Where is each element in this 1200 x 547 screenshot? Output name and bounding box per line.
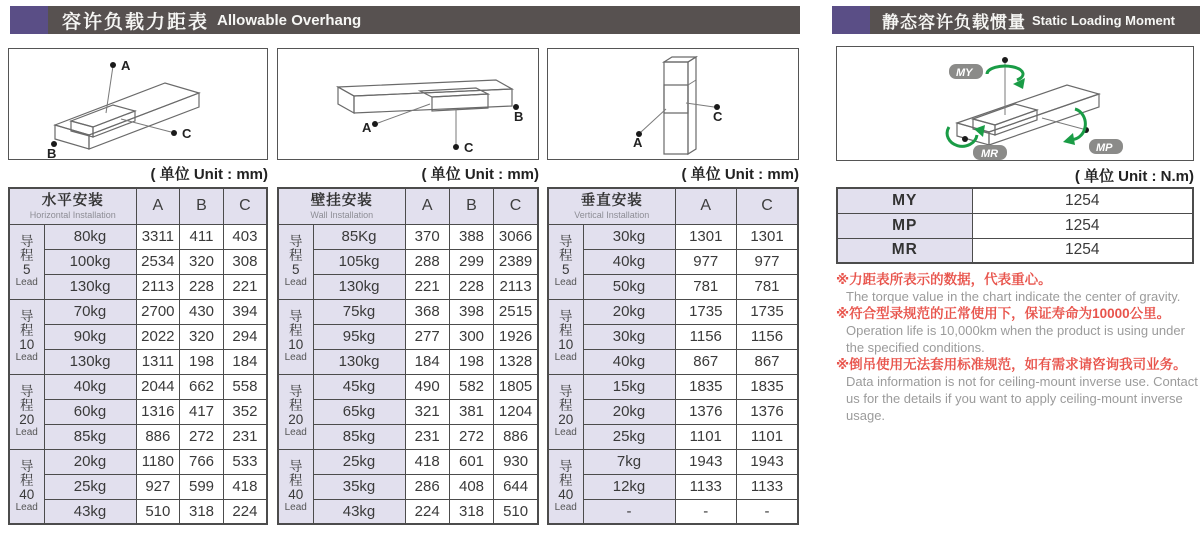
value-cell: 867 <box>675 349 736 374</box>
value-cell: 1376 <box>675 399 736 424</box>
column-header-c: C <box>737 188 799 224</box>
load-cell: 30kg <box>583 324 675 349</box>
column-header-a: A <box>675 188 736 224</box>
value-cell: 231 <box>405 424 449 449</box>
table-row <box>548 474 798 499</box>
table-row <box>548 424 798 449</box>
value-cell: 1835 <box>675 374 736 399</box>
load-cell: 30kg <box>583 224 675 249</box>
my-badge: MY <box>956 67 973 79</box>
value-cell: 2534 <box>136 249 180 274</box>
point-c-label: C <box>464 140 474 155</box>
table-row <box>9 374 267 399</box>
value-cell: 781 <box>737 274 799 299</box>
table-row <box>9 299 267 324</box>
table-row <box>9 274 267 299</box>
value-cell: 224 <box>405 499 449 524</box>
value-cell: 299 <box>449 249 493 274</box>
load-cell: 20kg <box>44 449 136 474</box>
value-cell: 781 <box>675 274 736 299</box>
table-row <box>548 274 798 299</box>
table-row <box>548 299 798 324</box>
load-cell: 45kg <box>313 374 405 399</box>
value-cell: 2044 <box>136 374 180 399</box>
value-cell: 867 <box>737 349 799 374</box>
rail-vertical-drawing <box>548 49 798 159</box>
value-cell: 300 <box>449 324 493 349</box>
load-cell: 65kg <box>313 399 405 424</box>
table-row <box>9 474 267 499</box>
value-cell: 2389 <box>494 249 538 274</box>
load-cell: 85kg <box>44 424 136 449</box>
load-cell: 90kg <box>44 324 136 349</box>
value-cell: 1328 <box>494 349 538 374</box>
table-row <box>548 349 798 374</box>
wall-installation-table <box>277 187 539 525</box>
installation-name-zh: 垂直安装 <box>580 192 643 209</box>
value-cell: 418 <box>405 449 449 474</box>
value-cell: 198 <box>449 349 493 374</box>
value-cell: 533 <box>223 449 267 474</box>
table-row <box>548 399 798 424</box>
note-en: Data information is not for ceiling-mount inverse use. Contact us for the details if you want to apply ceiling-mount inverse usage. <box>846 374 1198 423</box>
table-row <box>278 399 538 424</box>
value-cell: 601 <box>449 449 493 474</box>
load-cell: - <box>583 499 675 524</box>
moment-label: MP <box>837 213 972 238</box>
note-en: Operation life is 10,000km when the product is using under the specified conditions. <box>846 323 1185 355</box>
installation-name-en: Horizontal Installation <box>29 209 116 220</box>
value-cell: 398 <box>449 299 493 324</box>
load-cell: 105kg <box>313 249 405 274</box>
value-cell: 1735 <box>737 299 799 324</box>
load-cell: 70kg <box>44 299 136 324</box>
lead-cell: 导 程 5 Lead <box>9 224 44 299</box>
installation-name-zh: 壁挂安装 <box>310 192 373 209</box>
load-cell: 15kg <box>583 374 675 399</box>
value-cell: 2700 <box>136 299 180 324</box>
lead-cell: 导 程 10 Lead <box>9 299 44 374</box>
point-a-label: A <box>633 135 643 150</box>
lead-cell: 导 程 20 Lead <box>548 374 583 449</box>
purple-accent-square <box>832 6 870 34</box>
point-b-label: B <box>514 109 524 124</box>
value-cell: 352 <box>223 399 267 424</box>
value-cell: 886 <box>136 424 180 449</box>
value-cell: 886 <box>494 424 538 449</box>
value-cell: 662 <box>180 374 224 399</box>
value-cell: 370 <box>405 224 449 249</box>
mp-badge: MP <box>1096 142 1113 154</box>
note-en: The torque value in the chart indicate the center of gravity. <box>846 289 1181 304</box>
value-cell: 1835 <box>737 374 799 399</box>
value-cell: 930 <box>494 449 538 474</box>
load-cell: 43kg <box>313 499 405 524</box>
table-row <box>278 224 538 249</box>
table-row <box>9 399 267 424</box>
unit-label-nm: ( 单位 Unit : N.m) <box>1074 168 1194 185</box>
value-cell: 1301 <box>737 224 799 249</box>
value-cell: 1133 <box>737 474 799 499</box>
moment-row <box>837 238 1193 263</box>
load-cell: 43kg <box>44 499 136 524</box>
value-cell: 294 <box>223 324 267 349</box>
load-cell: 20kg <box>583 399 675 424</box>
value-cell: 411 <box>180 224 224 249</box>
column-header-a: A <box>136 188 180 224</box>
column-header-c: C <box>494 188 538 224</box>
value-cell: 2515 <box>494 299 538 324</box>
load-cell: 7kg <box>583 449 675 474</box>
installation-header <box>548 188 675 224</box>
column-header-b: B <box>180 188 224 224</box>
value-cell: 2113 <box>136 274 180 299</box>
value-cell: 1180 <box>136 449 180 474</box>
table-row <box>548 449 798 474</box>
value-cell: 1376 <box>737 399 799 424</box>
value-cell: 184 <box>223 349 267 374</box>
load-cell: 95kg <box>313 324 405 349</box>
note-zh: ※符合型录规范的正常使用下，保证寿命为10000公里。 <box>836 306 1171 321</box>
table-row <box>278 274 538 299</box>
value-cell: 318 <box>449 499 493 524</box>
value-cell: 224 <box>223 499 267 524</box>
value-cell: 321 <box>405 399 449 424</box>
value-cell: 766 <box>180 449 224 474</box>
installation-name-en: Vertical Installation <box>574 209 650 220</box>
table-row <box>9 424 267 449</box>
unit-label-mm: ( 单位 Unit : mm) <box>421 166 539 183</box>
load-cell: 130kg <box>313 274 405 299</box>
value-cell: 1156 <box>737 324 799 349</box>
column-header-a: A <box>405 188 449 224</box>
value-cell: 272 <box>449 424 493 449</box>
load-cell: 85kg <box>313 424 405 449</box>
lead-cell: 导 程 40 Lead <box>278 449 313 524</box>
rail-moment-drawing <box>837 47 1193 160</box>
value-cell: 320 <box>180 249 224 274</box>
moment-row <box>837 213 1193 238</box>
moment-value: 1254 <box>972 188 1193 213</box>
load-cell: 75kg <box>313 299 405 324</box>
load-cell: 20kg <box>583 299 675 324</box>
overhang-table <box>277 187 539 525</box>
moment-value: 1254 <box>972 238 1193 263</box>
value-cell: 1133 <box>675 474 736 499</box>
table-row <box>9 224 267 249</box>
table-row <box>278 424 538 449</box>
load-cell: 130kg <box>44 349 136 374</box>
value-cell: 318 <box>180 499 224 524</box>
mr-badge: MR <box>981 148 999 160</box>
table-row <box>278 374 538 399</box>
value-cell: 320 <box>180 324 224 349</box>
table-row <box>278 449 538 474</box>
value-cell: 408 <box>449 474 493 499</box>
point-a-label: A <box>121 58 131 73</box>
value-cell: 3311 <box>136 224 180 249</box>
value-cell: 490 <box>405 374 449 399</box>
value-cell: 381 <box>449 399 493 424</box>
value-cell: 1926 <box>494 324 538 349</box>
value-cell: 221 <box>223 274 267 299</box>
installation-name-en: Wall Installation <box>310 209 374 220</box>
value-cell: 198 <box>180 349 224 374</box>
moment-value: 1254 <box>972 213 1193 238</box>
table-row <box>9 249 267 274</box>
lead-cell: 导 程 40 Lead <box>9 449 44 524</box>
lead-cell: 导 程 5 Lead <box>548 224 583 299</box>
value-cell: 927 <box>136 474 180 499</box>
rail-isometric-drawing <box>9 49 267 159</box>
table-row <box>9 349 267 374</box>
static-moment-table <box>836 187 1194 264</box>
load-cell: 40kg <box>583 249 675 274</box>
section-header-static-loading-moment <box>832 6 1200 34</box>
table-row <box>278 349 538 374</box>
value-cell: 2022 <box>136 324 180 349</box>
point-c-label: C <box>713 109 723 124</box>
table-row <box>9 324 267 349</box>
load-cell: 25kg <box>583 424 675 449</box>
note-zh: ※倒吊使用无法套用标准规范，如有需求请咨询我司业务。 <box>836 357 1187 372</box>
load-cell: 50kg <box>583 274 675 299</box>
section-header-allowable-overhang <box>10 6 800 34</box>
value-cell: 582 <box>449 374 493 399</box>
value-cell: - <box>675 499 736 524</box>
point-c-label: C <box>182 126 192 141</box>
load-cell: 85Kg <box>313 224 405 249</box>
point-b-label: B <box>47 146 57 159</box>
lead-cell: 导 程 40 Lead <box>548 449 583 524</box>
unit-label-mm: ( 单位 Unit : mm) <box>681 166 799 183</box>
value-cell: 2113 <box>494 274 538 299</box>
wall-installation-diagram <box>277 48 539 160</box>
load-cell: 25kg <box>313 449 405 474</box>
load-cell: 130kg <box>313 349 405 374</box>
load-cell: 35kg <box>313 474 405 499</box>
table-row <box>278 249 538 274</box>
value-cell: 977 <box>675 249 736 274</box>
moment-label: MY <box>837 188 972 213</box>
value-cell: 510 <box>494 499 538 524</box>
value-cell: 1943 <box>675 449 736 474</box>
value-cell: 599 <box>180 474 224 499</box>
value-cell: 288 <box>405 249 449 274</box>
value-cell: 221 <box>405 274 449 299</box>
section-title-zh: 容许负载力距表 <box>62 11 210 33</box>
installation-header <box>9 188 136 224</box>
horizontal-installation-table <box>8 187 268 525</box>
unit-label-mm: ( 单位 Unit : mm) <box>150 166 268 183</box>
overhang-table <box>547 187 799 525</box>
value-cell: 510 <box>136 499 180 524</box>
value-cell: 1301 <box>675 224 736 249</box>
value-cell: 286 <box>405 474 449 499</box>
load-cell: 12kg <box>583 474 675 499</box>
load-cell: 25kg <box>44 474 136 499</box>
value-cell: 977 <box>737 249 799 274</box>
table-row <box>278 474 538 499</box>
installation-name-zh: 水平安装 <box>41 192 104 209</box>
load-cell: 60kg <box>44 399 136 424</box>
horizontal-installation-diagram <box>8 48 268 160</box>
load-cell: 100kg <box>44 249 136 274</box>
value-cell: 1101 <box>737 424 799 449</box>
value-cell: 308 <box>223 249 267 274</box>
load-cell: 130kg <box>44 274 136 299</box>
value-cell: 417 <box>180 399 224 424</box>
column-header-c: C <box>223 188 267 224</box>
column-header-b: B <box>449 188 493 224</box>
rail-side-drawing <box>278 49 538 159</box>
value-cell: 231 <box>223 424 267 449</box>
section-title-zh: 静态容许负载惯量 <box>882 12 1026 32</box>
lead-cell: 导 程 10 Lead <box>548 299 583 374</box>
value-cell: 644 <box>494 474 538 499</box>
value-cell: 558 <box>223 374 267 399</box>
vertical-installation-diagram <box>547 48 799 160</box>
lead-cell: 导 程 20 Lead <box>9 374 44 449</box>
table-row <box>278 324 538 349</box>
moment-table <box>836 187 1194 264</box>
table-row <box>548 374 798 399</box>
purple-accent-square <box>10 6 48 34</box>
installation-header <box>278 188 405 224</box>
value-cell: 430 <box>180 299 224 324</box>
load-cell: 80kg <box>44 224 136 249</box>
lead-cell: 导 程 10 Lead <box>278 299 313 374</box>
value-cell: 368 <box>405 299 449 324</box>
value-cell: 184 <box>405 349 449 374</box>
table-row <box>278 299 538 324</box>
value-cell: 1805 <box>494 374 538 399</box>
value-cell: 1311 <box>136 349 180 374</box>
vertical-installation-table <box>547 187 799 525</box>
value-cell: 1156 <box>675 324 736 349</box>
value-cell: - <box>737 499 799 524</box>
value-cell: 1204 <box>494 399 538 424</box>
footnotes <box>836 271 1200 424</box>
overhang-table <box>8 187 268 525</box>
value-cell: 3066 <box>494 224 538 249</box>
value-cell: 1101 <box>675 424 736 449</box>
value-cell: 228 <box>180 274 224 299</box>
value-cell: 394 <box>223 299 267 324</box>
static-moment-diagram <box>836 46 1194 161</box>
value-cell: 403 <box>223 224 267 249</box>
point-a-label: A <box>362 120 372 135</box>
value-cell: 1943 <box>737 449 799 474</box>
value-cell: 418 <box>223 474 267 499</box>
section-title-en: Static Loading Moment <box>1032 12 1175 28</box>
lead-cell: 导 程 5 Lead <box>278 224 313 299</box>
table-row <box>548 499 798 524</box>
value-cell: 1735 <box>675 299 736 324</box>
value-cell: 228 <box>449 274 493 299</box>
table-row <box>278 499 538 524</box>
load-cell: 40kg <box>44 374 136 399</box>
table-row <box>9 499 267 524</box>
section-title-en: Allowable Overhang <box>217 11 362 29</box>
lead-cell: 导 程 20 Lead <box>278 374 313 449</box>
moment-row <box>837 188 1193 213</box>
note-zh: ※力距表所表示的数据，代表重心。 <box>836 272 1052 287</box>
load-cell: 40kg <box>583 349 675 374</box>
table-row <box>548 324 798 349</box>
table-row <box>548 224 798 249</box>
value-cell: 1316 <box>136 399 180 424</box>
value-cell: 277 <box>405 324 449 349</box>
moment-label: MR <box>837 238 972 263</box>
value-cell: 272 <box>180 424 224 449</box>
table-row <box>548 249 798 274</box>
table-row <box>9 449 267 474</box>
value-cell: 388 <box>449 224 493 249</box>
